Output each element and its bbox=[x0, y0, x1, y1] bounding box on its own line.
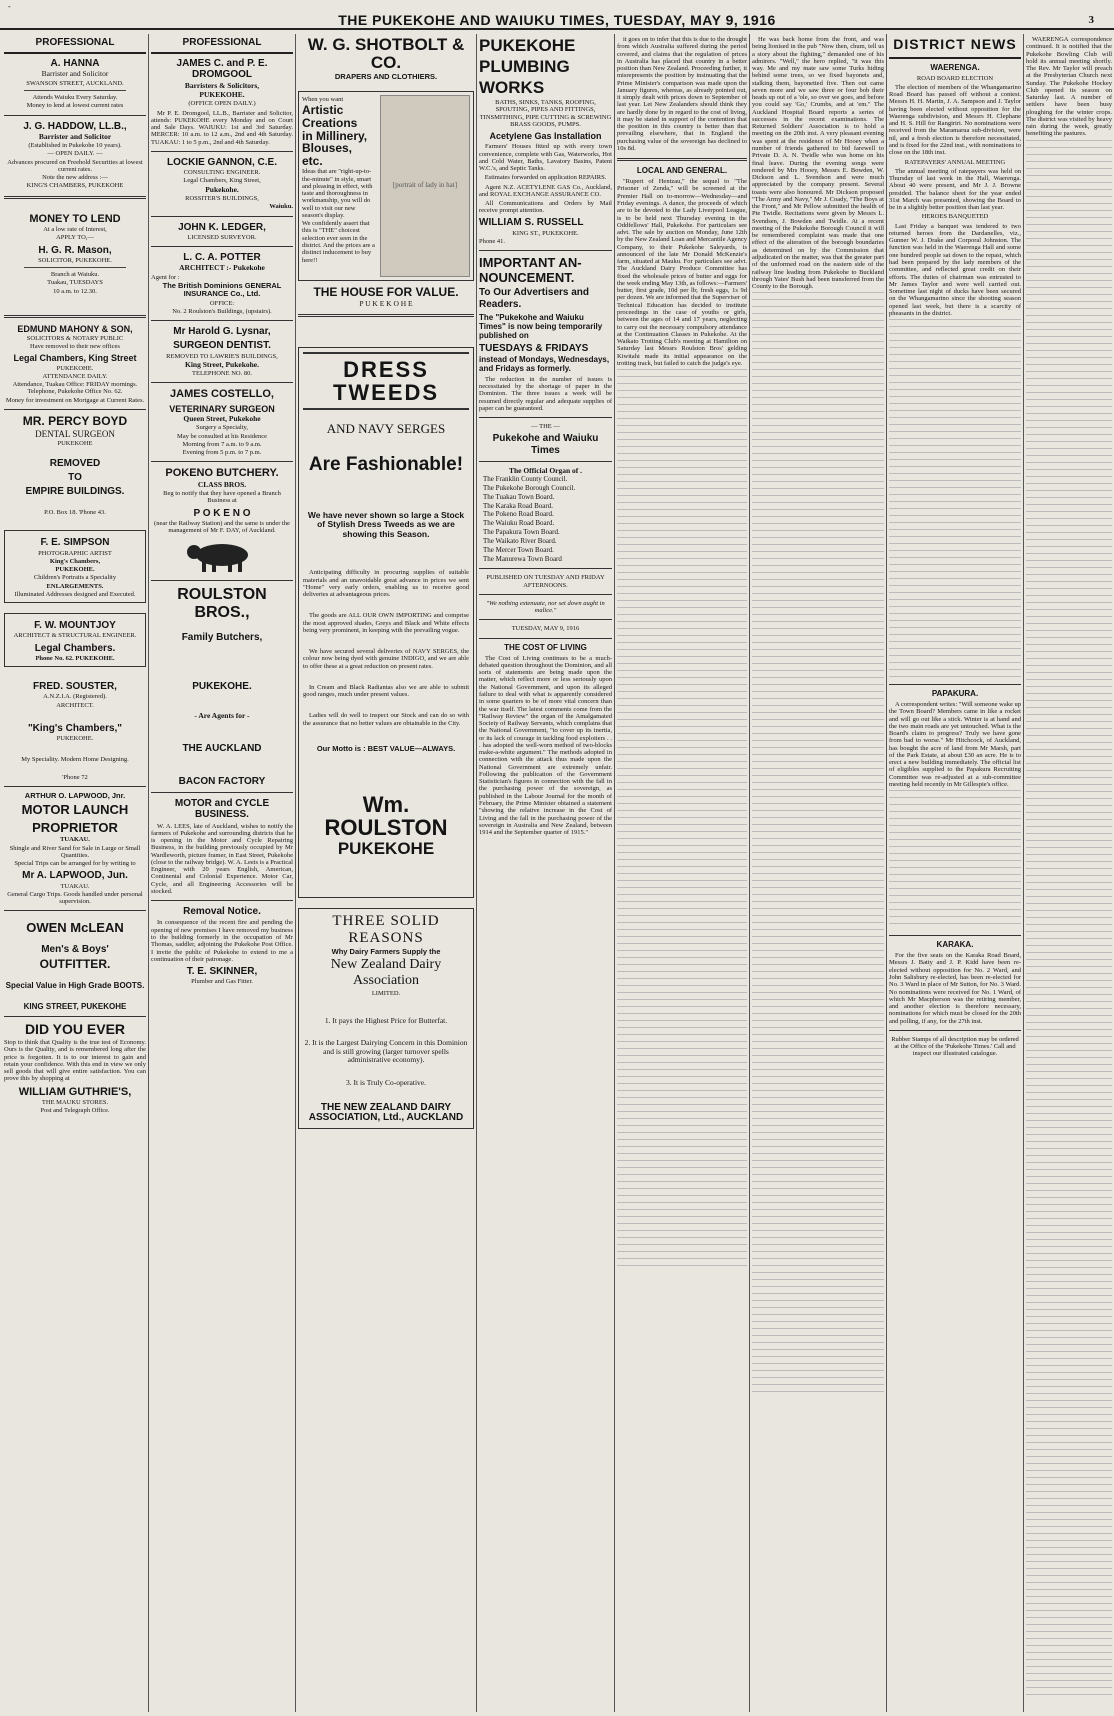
ad-line: General Cargo Trips. Goods handled under personal supervision. bbox=[7, 890, 143, 906]
ad-address: SWANSON STREET, AUCKLAND. bbox=[26, 79, 124, 87]
ad-line: No. 2 Roulston's Buildings, (upstairs). bbox=[172, 307, 272, 315]
article-body: For the five seats on the Karaka Road Board, Messrs J. Batty and J. P. Kidd have been re-elected without opposition for No. 2 Ward, and John Salisbury re-elected, has been re-elected for No. 3 Ward in place of Mr Sutton, for No. 3 Ward. No nominations were received for No. 1 Ward, of which Mr Macpherson was the retiring member, and another election is therefore necessary, nominations for which must be closed for the 20th and polling, if any, for the 27th inst. bbox=[889, 952, 1021, 1025]
ad-name: LOCKIE GANNON, C.E. bbox=[166, 156, 277, 168]
ad-title: in Millinery, bbox=[302, 128, 368, 143]
masthead-title: THE PUKEKOHE AND WAIUKU TIMES, TUESDAY, MAY 9, 1916 bbox=[338, 12, 776, 28]
ad-line: We have never shown so large a Stock of Stylish Dress Tweeds as we are showing this Season. bbox=[307, 509, 465, 539]
times-organ-item: The Pokeno Road Board. bbox=[483, 510, 554, 519]
article-body: A correspondent writes: "Will someone wake up the Town Board? Members came in like a rocket and will go out like a stick. Winter is at hand and the two main roads are yet untouched. What is the Board's claim to progress? Truly we have gone from bad to worse." Mr Hitchcock, of Auckland, has bought the acre of land from Mr Marsh, part of the Park Estate, at about £30 an acre. He is to erect a new building immediately. The official list of eligibles supplied to the Papakura Recruiting Committee was re-adjusted at a sub-committee meeting held recently in Mr Gillespie's office. bbox=[889, 701, 1021, 788]
ad-name: Mr Harold G. Lysnar, bbox=[173, 326, 271, 338]
times-organ-item: The Manurewa Town Board bbox=[483, 554, 562, 563]
section-header: PROFESSIONAL bbox=[4, 34, 146, 54]
ad-body: Farmers' Houses fitted up with every town convenience, complete with Gas, Waterworks, Hot and Cold Water, Baths, Lavatory Basins, Patent W.C.'s, and Septic Tanks. bbox=[479, 143, 612, 173]
ad-body: Stop to think that Quality is the true test of Economy. Ours is the Quality, and is remembered long after the price is forgotten. It is to our interest to gain and retain your confidence. With this end in view we only sell goods that will give entire satisfaction. You can prove this by shopping at bbox=[4, 1039, 146, 1083]
ad-role: CLASS BROS. bbox=[197, 479, 247, 489]
ad-line: Have removed to their new offices bbox=[30, 343, 120, 351]
article-filler bbox=[752, 292, 884, 1392]
ad-mountjoy bbox=[4, 613, 146, 667]
ad-body: We have secured several deliveries of NAVY SERGES, the colour now being dyed with genuine INDIGO, and we are able to offer these at a great reduction on present rates. bbox=[303, 648, 469, 670]
bull-icon bbox=[182, 540, 262, 574]
page-number: 3 bbox=[1088, 14, 1094, 26]
ad-name: F. W. MOUNTJOY bbox=[34, 620, 116, 632]
ad-line: Phone No. 62. PUKEKOHE. bbox=[35, 654, 115, 662]
ad-role: ARCHITECT & STRUCTURAL ENGINEER. bbox=[13, 632, 137, 640]
section-header: PROFESSIONAL bbox=[151, 34, 293, 54]
ad-title: Artistic Creations bbox=[302, 103, 358, 130]
article-body: "Rupert of Hentzau," the sequel to "The Prisoner of Zenda," will be screened at the Premier Hall on to-morrow—Wednesday—and Friday evenings. A dance, the proceeds of which are to be devoted to the Lady Liverpool League, is to be held next Thursday evening in the Oddfellows' Hall, Pukekohe. For particulars see advt. The sale by auction on Monday, June 12th by the New Zealand Loan and Mercantile Agency Company, to their Pukekohe Saleyards, is announced of the late Mr Donald McKenzie's farm, situated at Mauku. For particulars see advt. The Auckland Dairy Produce Committee has fixed the wholesale prices of butter and eggs for the week ending May 13th, as follows:—Farmers' butter, first grade, 10d per lb; fresh eggs, 1s 9d per dozen. We are informed that the Superviser of Technical Education has decided to institute proceedings in the case of youths or girls, between the ages of 14 and 17 years, neglecting to carry out the necessary compulsory attendance at the Continuation Classes in Pukekohe. At the Waikato Trotting Club's meeting at Hamilton on Saturday last Messrs Roulston Bros' gelding Kiwitahi made its initial appearance on the trotting track, but failed to catch the judge's eye. bbox=[617, 178, 747, 367]
column-rule bbox=[749, 34, 750, 1712]
dairy-reason: 2. It is the Largest Dairying Concern in this Dominion and is still growing (larger turnover spells administrative economy). bbox=[304, 1038, 468, 1065]
column-plumbing-editorial bbox=[479, 34, 612, 838]
ad-lapwood bbox=[4, 792, 146, 906]
ad-dairy-association bbox=[298, 908, 474, 1129]
column-district-news bbox=[889, 34, 1021, 1059]
ad-name: J. G. HADDOW, LL.B., bbox=[23, 120, 127, 132]
article-subhead: RATEPAYERS' ANNUAL MEETING bbox=[904, 158, 1006, 166]
notice-body: The reduction in the number of issues is necessitated by the shortage of paper in the Dominion. The three issues a week will be resumed directly regular and adequate supplies of paper can be guaranteed. bbox=[479, 375, 612, 412]
ad-roulston-bros bbox=[151, 586, 293, 787]
ad-name: A. HANNA bbox=[50, 58, 100, 70]
ad-name: MOTOR and CYCLE BUSINESS. bbox=[174, 798, 270, 821]
ad-title: MONEY TO LEND bbox=[29, 212, 121, 225]
ad-line: APPLY TO,— bbox=[56, 234, 94, 242]
ad-gannon bbox=[151, 157, 293, 211]
ad-line: Special Value in High Grade BOOTS. bbox=[5, 980, 145, 990]
article-cost-of-living bbox=[479, 644, 612, 837]
times-date: TUESDAY, MAY 9, 1916 bbox=[511, 625, 580, 633]
ad-title: New Zealand Dairy Association bbox=[330, 957, 442, 989]
ad-title: DRESS TWEEDS bbox=[303, 352, 469, 410]
ad-line: THE HOUSE FOR VALUE. bbox=[313, 285, 459, 300]
ad-line: PUKEKOHE. bbox=[199, 89, 245, 99]
ad-line: Acetylene Gas Installation bbox=[489, 131, 602, 142]
ad-line: Estimates forwarded on application REPAIRS. bbox=[484, 174, 607, 182]
times-organ-item: The Franklin County Council. bbox=[483, 475, 568, 484]
column-professional-2 bbox=[151, 34, 293, 987]
column-drapery-ads bbox=[298, 34, 474, 1129]
ad-guthrie bbox=[4, 1022, 146, 1114]
ad-name: MR. PERCY BOYD bbox=[22, 413, 128, 428]
times-motto: "We nothing extenuate, nor set down aught in malice." bbox=[486, 599, 605, 615]
article-body: Last Friday a banquet was tendered to two returned heroes from the Dardanelles, viz., Gunner W. J. Drake and Corporal Johnston. The function was held in the Waerenga Hall and some one hundred people sat down to the repast, which had been prepared by the lady members of the committee, and reflected great credit on their efforts. The duties of chairman was entrusted to Mr James Taylor and were well carried out. Sometime last night of ducks have been secured on the Whangamarino since the shooting season opened last week, but there is a scarcity of pheasants in the district. bbox=[889, 222, 1021, 317]
ad-body: Mr P. E. Dromgool, LL.B., Barrister and Solicitor, attends: PUKEKOHE every Monday and on Court and Sale Days. WAIUKU: 1st and 3rd Saturday. MERCER: 10 a.m. to 12 a.m., 2nd and 4th Saturday. TUAKAU: 1 to 5 p.m., 2nd and 4th Saturday. bbox=[151, 109, 293, 146]
ad-line: Branch at Waiuku. bbox=[50, 271, 100, 279]
ad-costello bbox=[151, 388, 293, 456]
ad-body: Ideas that are "right-up-to-the-minute" in style, smart and pleasing in effect, with taste and thoroughness in workmanship, you will do well to visit our new season's display. bbox=[302, 168, 373, 219]
ad-name: JAMES C. and P. E. DROMGOOL bbox=[176, 58, 268, 81]
ad-line: PUKEKOHE bbox=[57, 440, 93, 448]
article-title: WAERENGA. bbox=[930, 62, 980, 72]
ad-role: DENTAL SURGEON bbox=[35, 429, 115, 440]
ad-line: Shingle and River Sand for Sale in Large or Small Quantities. bbox=[9, 844, 141, 859]
ad-line: PUKEKOHE. bbox=[55, 566, 95, 574]
ad-line: TELEPHONE NO. 80. bbox=[192, 370, 252, 378]
ad-line: 'Phone 72 bbox=[62, 773, 88, 781]
ad-role: Barristers & Solicitors, bbox=[184, 80, 260, 90]
ad-title: THREE SOLID REASONS bbox=[332, 913, 440, 947]
ad-body: All Communications and Orders by Mail receive prompt attention. bbox=[479, 200, 612, 215]
ad-role: SOLICITORS & NOTARY PUBLIC bbox=[26, 334, 124, 342]
ad-role: SOLICITOR, PUKEKOHE. bbox=[38, 256, 112, 264]
times-masthead-box bbox=[479, 423, 612, 633]
column-news-3 bbox=[1026, 34, 1112, 1702]
ad-title: AND NAVY SERGES bbox=[326, 421, 446, 437]
ad-mclean bbox=[4, 921, 146, 1011]
ad-body: Ladies will do well to inspect our Stock and can do so with the assurance that no better values are obtainable in the City. bbox=[303, 712, 469, 727]
ad-name: JAMES COSTELLO, bbox=[170, 388, 274, 401]
ad-line: THE NEW ZEALAND DAIRY ASSOCIATION, Ltd., AUCKLAND bbox=[308, 1101, 464, 1124]
ad-line: PUKEKOHE. bbox=[192, 681, 252, 693]
ad-role: Barrister and Solicitor bbox=[38, 131, 112, 141]
article-filler bbox=[617, 369, 747, 1269]
ad-line: Queen Street, Pukekohe bbox=[183, 413, 261, 423]
ad-line: ARCHITECT. bbox=[56, 701, 94, 709]
ad-line: Why Dairy Farmers Supply the bbox=[331, 947, 441, 957]
ad-line: BACON FACTORY bbox=[178, 776, 266, 788]
ad-line: - Are Agents for - bbox=[194, 711, 250, 721]
ad-body: We confidently assert that this is "THE" choicest selection ever seen in the district. And the prices are a distinct inducement to buy here!! bbox=[302, 220, 375, 264]
ad-line: PUKEKOHE. bbox=[56, 364, 94, 372]
ad-boyd bbox=[4, 415, 146, 517]
notice-days: TUESDAYS & FRIDAYS bbox=[479, 342, 589, 354]
ad-plumbing bbox=[479, 36, 612, 245]
ad-role: VETERINARY SURGEON bbox=[169, 403, 275, 414]
ad-line: Morning from 7 a.m. to 9 a.m. bbox=[182, 440, 262, 448]
ad-name: F. E. SIMPSON bbox=[40, 537, 110, 549]
ad-line: Note the new address :— bbox=[42, 174, 108, 182]
ad-line: EMPIRE BUILDINGS. bbox=[25, 486, 125, 497]
ad-line: Children's Portraits a Speciality bbox=[33, 574, 117, 582]
ad-line: P U K E K O H E bbox=[359, 298, 413, 308]
ad-line: 10 a.m. to 12.30. bbox=[53, 287, 97, 295]
column-news-2 bbox=[752, 34, 884, 1394]
article-title: KARAKA. bbox=[936, 940, 974, 950]
ad-souster bbox=[4, 681, 146, 781]
ad-line: Tuakau, TUESDAYS bbox=[47, 279, 103, 287]
ad-haddow bbox=[4, 121, 146, 190]
article-body: The Cost of Living continues to be a much-debated question throughout the Dominion, and all sorts of statements are being made upon the matter, which reflect more or less seriously upon the National Government, and upon its alleged failure to deal with what is apparently considered in some quarters to be of more vital concern than the war itself. The latest comments come from the "Railway Review" the organ of the Amalgamated Society of Railway Servants, which complains that the National Government, "to cover up its inertia, or its lack of courage in tackling food exploiters . . . has adopted the well-worn method of two-blocks make-a-white argument." The methods adopted in connection with the attack thus made upon the National Government are extremely unfair. Following the publication of the Government Statistician's figures in connection with the fall in the purchasing power of the sovereign, as published in the Labour Journal for the month of February, the Prime Minister obtained a statement "showing the relative increase in the Cost of Living and the fall in the purchasing power of the sovereign in Australia and New Zealand, between 1914 and the September quarter of 1915." bbox=[479, 654, 612, 837]
ad-name: POKENO BUTCHERY. bbox=[165, 467, 279, 480]
ad-line: Family Butchers, bbox=[181, 632, 263, 644]
article-body: He was back home from the front, and was being lionised in the pub "Now then, chum, tell us a story about the fighting," demanded one of his admirers. "Well," the hero replied, "it was this way. Me and my mate saw some Turks hiding behind some trees, so we fixed bayonets and, stalking them, bayonetted five. Then out came seven more and we saw three or four bob their heads up out of a 'ole, so over we goes, and before you could say 'Go,' Crumbs, and at 'em." The Auckland Hospital Board reports a series of successes in the recent examinations. The Returned Soldiers' Association is to hold a meeting on the 20th inst. A very pleasant evening was spent at the residence of Mr Hooey when a number of friends gathered to bid farewell to Private D. A. N. Twidle who was home on his final leave. During the evening songs were rendered by Mrs Hooey, Messrs E. Bowden, W. Dickson and L. Svendson and were much appreciated by the company present. Several toasts were also honoured. Mr Dickson proposed "The Army and Navy," Mr J. Coady, "The Boys at the Front," and Mr Pellow submitted the health of Pte Twidle. Recitations were given by Messrs L. Svendsen, J. Bowden and Twidle. At a recent meeting of the Pukekohe Borough Council it will be remembered complaint was made that one effect of the alteration of the borough boundaries as determined on by the Commission that adjudicated on the matter, was that the greater part of the unformed road on the eastern side of the railway line leading from Pukekohe to Buckland through Yates' Bush had been transferred from the County to the Borough. bbox=[752, 36, 884, 291]
ad-line: When you want bbox=[302, 96, 344, 104]
column-rule bbox=[614, 34, 615, 1712]
ad-line: "King's Chambers," bbox=[27, 722, 123, 734]
ad-role: LICENSED SURVEYOR. bbox=[187, 233, 257, 241]
ad-body: BATHS, SINKS, TANKS, ROOFING, SPOUTING, PIPES AND FITTINGS, TINSMITHING, PIPE CUTTING & SCREWING BRASS GOODS, PUMPS. bbox=[479, 99, 612, 128]
times-organ-list bbox=[479, 476, 612, 563]
notice-body: instead of Mondays, Wednesdays, and Fridays as formerly. bbox=[479, 354, 610, 373]
article-filler bbox=[889, 790, 1021, 930]
ad-body: In consequence of the recent fire and pending the opening of new premises I have removed my business to the building formerly in the occupation of Mr Thomas, saddler, adjoining the Pukekohe Post Office. I invite the public of Pukekohe to extend to me a continuation of their patronage. bbox=[151, 919, 293, 963]
article-body: The annual meeting of ratepayers was held on Thursday of last week in the Hall, Waerenga. About 40 were present, and Mr J. J. Browne presided. The balance sheet for the year ended 31st March was presented, showing the Board to be in a slightly better position than last year. bbox=[889, 167, 1021, 212]
ad-body: Anticipating difficulty in procuring supplies of suitable materials and an unavoidable great advance in prices we sent "Home" very early orders, enabling us to receive good deliveries at advantageous prices. bbox=[303, 569, 469, 599]
article-subhead: HEROES BANQUETED bbox=[921, 213, 989, 221]
ad-role: PHOTOGRAPHIC ARTIST bbox=[38, 549, 112, 557]
ad-line: King's Chambers, bbox=[49, 557, 101, 565]
times-organ-item: The Mercer Town Board. bbox=[483, 545, 554, 554]
ad-line: KING ST., PUKEKOHE. bbox=[512, 229, 579, 237]
ad-shotbolt bbox=[298, 36, 474, 308]
ad-title: Are Fashionable! bbox=[308, 453, 464, 475]
ad-role: Barrister and Solicitor bbox=[41, 69, 109, 79]
ad-name: H. G. R. Mason, bbox=[38, 244, 112, 256]
ad-name: WILLIAM S. RUSSELL bbox=[479, 216, 584, 228]
ad-line: Attendance, Tuakau Office: FRIDAY mornings. Telephone, Pukekohe Office No. 62. bbox=[12, 381, 138, 396]
ad-line: The British Dominions GENERAL INSURANCE Co., Ltd. bbox=[162, 280, 282, 299]
ad-line: TO bbox=[68, 471, 82, 483]
article-title: PAPAKURA. bbox=[931, 689, 979, 699]
ad-name: JOHN K. LEDGER, bbox=[178, 221, 266, 233]
times-name: Pukekohe and Waiuku Times bbox=[492, 433, 599, 456]
ad-role: A.N.Z.I.A. (Registered). bbox=[43, 693, 107, 701]
ad-line: Our Motto is : BEST VALUE—ALWAYS. bbox=[316, 744, 456, 753]
article-filler bbox=[889, 319, 1021, 679]
ad-name: PUKEKOHE bbox=[337, 838, 435, 858]
ad-line: May be consulted at his Residence bbox=[176, 432, 268, 440]
ad-name: FRED. SOUSTER, bbox=[33, 681, 117, 693]
ad-line: PUKEKOHE. bbox=[56, 735, 94, 743]
ad-money-to-lend bbox=[4, 213, 146, 295]
ad-line: THE MAUKU STORES. bbox=[41, 1099, 109, 1107]
ad-line: — OPEN DAILY. — bbox=[47, 150, 103, 158]
ad-body: In Cream and Black Radiantas also we are able to submit good ranges, much under present values. bbox=[303, 683, 469, 699]
ad-line: TUAKAU. bbox=[60, 882, 90, 890]
ad-name: W. G. SHOTBOLT & CO. bbox=[307, 35, 465, 72]
ad-simpson bbox=[4, 530, 146, 603]
ad-line: ENLARGEMENTS. bbox=[46, 582, 104, 590]
ad-body: W. A. LEES, late of Auckland, wishes to notify the farmers of Pukekohe and surrounding districts that he is opening in the Motor and Cycle Repairing Business, in the building previously occupied by Mr Wardleworth, picture framer, in East Street, Pukekohe (close to the railway bridge). W. A. Leeis is a Practical Engineer, with 20 years English, American, Continental and Colonial Experience. Motor Car, Cycle, and all Engineering Accessories will be stocked. bbox=[151, 822, 293, 895]
ad-line: Plumber and Gas Fitter. bbox=[191, 978, 253, 986]
ad-title: MOTOR LAUNCH bbox=[21, 802, 129, 818]
ad-name: Mr A. LAPWOOD, Jun. bbox=[22, 870, 128, 882]
ad-line: ATTENDANCE DAILY. bbox=[42, 372, 108, 380]
times-organ-item: The Pukekohe Borough Council. bbox=[483, 483, 576, 492]
ad-line: Pukekohe. bbox=[205, 184, 239, 194]
ad-line: ARTHUR O. LAPWOOD, Jnr. bbox=[24, 790, 126, 800]
ad-line: Legal Chambers, King Street, bbox=[183, 177, 261, 185]
ad-ledger bbox=[151, 222, 293, 241]
ad-line: Money for investment on Mortgage at Current Rates. bbox=[5, 396, 145, 404]
masthead bbox=[0, 0, 1114, 30]
article-title: THE COST OF LIVING bbox=[504, 642, 587, 652]
ad-rubber-stamps: Rubber Stamps of all description may be ordered at the Office of the 'Pukekohe Times.' Call and inspect our illustrated catalogue. bbox=[891, 1035, 1019, 1058]
column-news-1 bbox=[617, 34, 747, 1271]
ad-name: EDMUND MAHONY & SON, bbox=[17, 323, 133, 334]
notice-important bbox=[479, 256, 612, 412]
column-rule bbox=[886, 34, 887, 1712]
section-header: DISTRICT NEWS bbox=[889, 34, 1021, 59]
times-organ-item: The Papakura Town Board. bbox=[483, 528, 560, 537]
ad-line: Phone 41. bbox=[479, 238, 505, 246]
times-organ-item: The Waiuku Road Board. bbox=[483, 519, 555, 528]
notice-title: IMPORTANT AN-NOUNCEMENT. bbox=[479, 255, 582, 285]
ad-lees bbox=[151, 798, 293, 895]
ad-line: ROSSITER'S BUILDINGS, bbox=[185, 195, 259, 203]
ad-title: PROPRIETOR bbox=[32, 819, 118, 835]
times-organ-item: The Waikato River Board. bbox=[483, 536, 557, 545]
ad-potter bbox=[151, 252, 293, 315]
ad-name: ROULSTON BROS., bbox=[177, 586, 267, 622]
ad-name: L. C. A. POTTER bbox=[183, 252, 261, 264]
article-continued: it goes on to infer that this is due to the drought from which Australia suffered during the period covered, and claims that the regulation of prices in Australia has placed that country in a better position than New Zealand. Proceeding further, it misrepresents the position by insinuating that the Prime Minister's comparison was made upon the January figures, whereas, as already pointed out, it simply dealt with prices down to September of last year. Let New Zealanders should think they are hardly done by in regard to the cost of living, it may be stated in support of the contention that the position in this country is better than that prevailing elsewhere, that in England the purchasing value of the sovereign has declined to 10s 8d. bbox=[617, 36, 747, 152]
ad-line: TUAKAU. bbox=[60, 836, 90, 844]
ad-line: Waiuku. bbox=[269, 203, 293, 211]
ad-pokeno-butchery bbox=[151, 467, 293, 574]
ad-line: My Speciality. Modern Home Designing. bbox=[21, 756, 129, 764]
times-line: PUBLISHED ON TUESDAY AND FRIDAY AFTERNOONS. bbox=[486, 574, 605, 589]
dairy-reason: 3. It is Truly Co-operative. bbox=[346, 1077, 426, 1087]
ad-name: Removal Notice. bbox=[183, 906, 261, 918]
article-title: LOCAL AND GENERAL. bbox=[636, 166, 728, 176]
column-professional-1 bbox=[4, 34, 146, 1116]
ad-name: OWEN McLEAN bbox=[26, 920, 124, 936]
dairy-reason: 1. It pays the Highest Price for Butterfat. bbox=[324, 1016, 448, 1026]
ad-line: Evening from 5 p.m. to 7 p.m. bbox=[182, 449, 262, 457]
ad-body: The goods are ALL OUR OWN IMPORTING and comprise the most approved shades, Greys and Black and White effects being very prominent, in keeping with the prevailing vogue. bbox=[303, 612, 469, 634]
ad-name: WILLIAM GUTHRIE'S, bbox=[18, 1085, 132, 1098]
ad-dress-tweeds bbox=[298, 347, 474, 898]
ad-line: REMOVED TO LAWRIE'S BUILDINGS, bbox=[166, 352, 278, 360]
ad-title: PLUMBING bbox=[479, 57, 570, 77]
ad-hanna bbox=[4, 58, 146, 109]
times-line: The Official Organ of . bbox=[508, 465, 583, 475]
ad-line: King Street, Pukekohe. bbox=[184, 359, 260, 369]
article-body: WAERENGA correspondence continued. It is notified that the Pukekohe Bowling Club will hold its annual meeting shortly. The Rev. Mr Taylor will preach at the Presbyterian Church next Sunday. The Pukekohe Hockey Club opened its season on Saturday last. A number of settlers have been busy ploughing for the winter crops. The district was visited by heavy rain during the week, greatly benefiting the pastures. bbox=[1026, 36, 1112, 138]
notice-body: The "Pukekohe and Waiuku Times" is now being temporarily published on bbox=[479, 312, 603, 340]
ad-body: Agent N.Z. ACETYLENE GAS Co., Auckland, and ROYAL EXCHANGE ASSURANCE CO. bbox=[479, 183, 612, 198]
ad-line: KING STREET, PUKEKOHE bbox=[23, 1001, 127, 1011]
ad-line: OFFICE: bbox=[209, 299, 235, 307]
ad-line: (near the Railway Station) and the same is under the management of Mr F. DAY, of Auckland. bbox=[154, 519, 290, 535]
ad-line: Special Trips can be arranged for by writing to bbox=[14, 860, 136, 868]
notice-title: To Our Advertisers and Readers. bbox=[479, 287, 590, 310]
shotbolt-frame bbox=[298, 91, 474, 281]
ad-line: Agent for : bbox=[151, 273, 180, 281]
ad-line: T. E. SKINNER, bbox=[186, 966, 258, 978]
portrait-image: [portrait of lady in hat] bbox=[380, 95, 470, 277]
article-body: The election of members of the Whangamarino Road Board has passed off without a contest. Messrs H. H. Martin, J. A. Sampson and J. Taylor having been elected without opposition for the Waerenga subdivision, and Messrs H. Clephane and H. S. Hill for Rangiriri. No nominations were received from the Maramarua sub-division, were nil, and a fresh election is therefore necessitated, and is fixed for the 22nd inst., with nominations to close on the 18th inst. bbox=[889, 83, 1021, 157]
ad-dromgool bbox=[151, 58, 293, 146]
ad-title: PUKEKOHE bbox=[479, 36, 576, 55]
ad-lysnar bbox=[151, 326, 293, 377]
ad-line: Advances procured on Freehold Securities at lowest current rates. bbox=[7, 158, 143, 173]
ad-line: REMOVED bbox=[49, 457, 101, 469]
times-organ-item: The Tuakau Town Board. bbox=[483, 492, 555, 501]
ad-line: LIMITED. bbox=[371, 989, 401, 997]
ad-line: Men's & Boys' bbox=[41, 943, 109, 955]
ad-skinner bbox=[151, 906, 293, 985]
column-rule bbox=[1023, 34, 1024, 1712]
column-rule bbox=[295, 34, 296, 1712]
ad-line: THE AUCKLAND bbox=[182, 742, 262, 754]
ad-line: Surgery a Specialty, bbox=[196, 424, 248, 432]
ad-line: P O K E N O bbox=[193, 507, 251, 519]
ad-line: Legal Chambers. bbox=[34, 642, 116, 654]
ad-line: ARCHITECT :- Pukekohe bbox=[179, 263, 265, 273]
ad-role: SURGEON DENTIST. bbox=[173, 340, 271, 352]
ad-address: KING'S CHAMBERS, PUKEKOHE bbox=[26, 182, 124, 190]
ad-title: WORKS bbox=[479, 78, 545, 98]
article-filler bbox=[1026, 140, 1112, 1700]
column-rule bbox=[148, 34, 149, 1712]
ad-line: P.O. Box 18. 'Phone 43. bbox=[44, 509, 106, 517]
times-organ-item: The Karaka Road Board. bbox=[483, 501, 553, 510]
ad-line: (Established in Pukekohe 10 years). bbox=[28, 142, 122, 150]
column-rule bbox=[476, 34, 477, 1712]
times-line: — THE — bbox=[531, 423, 560, 431]
ad-role: CONSULTING ENGINEER. bbox=[183, 169, 261, 177]
ad-title: DID YOU EVER bbox=[24, 1021, 126, 1038]
article-subhead: ROAD BOARD ELECTION bbox=[916, 74, 994, 82]
ad-body: Beg to notify that they have opened a Branch Business at bbox=[163, 490, 281, 505]
ad-name: Wm. ROULSTON bbox=[324, 792, 448, 841]
ad-line: OUTFITTER. bbox=[39, 957, 111, 972]
masthead-mark: - bbox=[8, 2, 11, 11]
ad-role: DRAPERS AND CLOTHIERS. bbox=[334, 71, 438, 81]
ad-mahony bbox=[4, 324, 146, 404]
ad-line: Legal Chambers, King Street bbox=[13, 353, 137, 364]
ad-title: Blouses, etc. bbox=[302, 141, 353, 168]
ad-line: Attends Waiuku Every Saturday. bbox=[32, 94, 118, 102]
ad-line: Illuminated Addresses designed and Executed. bbox=[14, 590, 136, 598]
ad-line: Money to lend at lowest current rates bbox=[26, 102, 124, 110]
ad-line: (OFFICE OPEN DAILY.) bbox=[188, 100, 256, 108]
ad-line: At a low rate of Interest, bbox=[43, 226, 107, 234]
ad-line: Post and Telegraph Office. bbox=[40, 1107, 110, 1115]
